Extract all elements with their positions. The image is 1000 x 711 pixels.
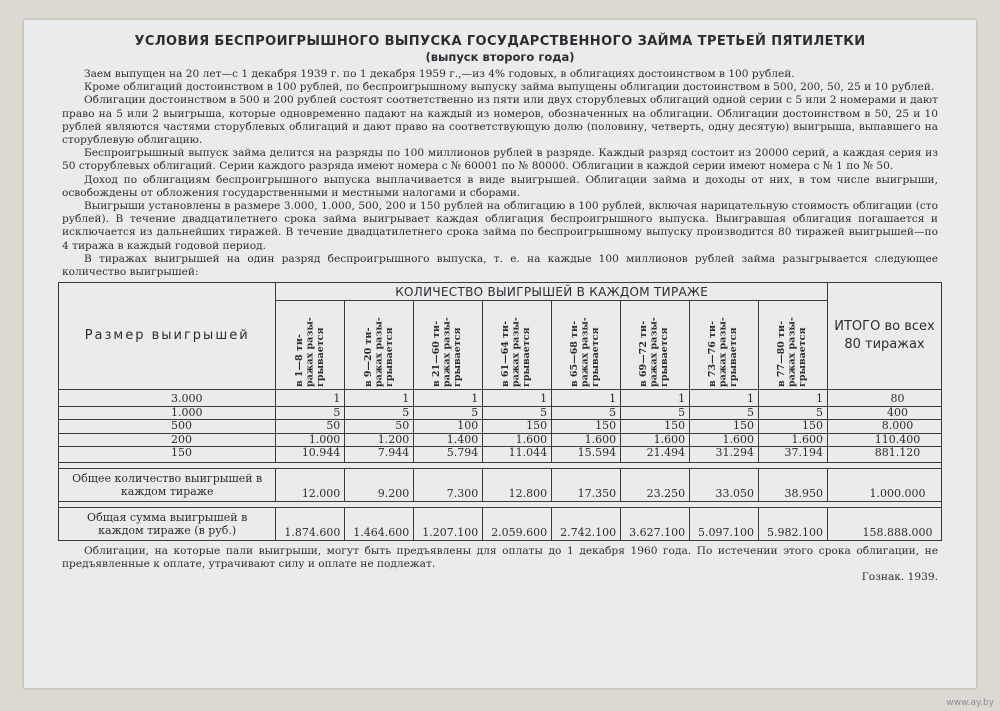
prize-count: 5 <box>276 406 345 420</box>
document-subtitle: (выпуск второго года) <box>425 50 575 64</box>
prize-count: 150 <box>483 420 552 434</box>
range-label: в 73—76 ти- ражах разы- грывается <box>707 317 740 388</box>
prize-count: 50 <box>345 420 414 434</box>
range-header-5 <box>621 301 690 390</box>
prize-size: 1.000 <box>59 406 276 420</box>
bond-content <box>62 34 938 584</box>
prize-count: 1 <box>414 390 483 407</box>
prize-count: 1.000 <box>276 433 345 447</box>
prize-count: 1.600 <box>759 433 828 447</box>
total-count-row-total: 1.000.000 <box>827 468 941 501</box>
prize-count: 1.600 <box>690 433 759 447</box>
range-header-2 <box>414 301 483 390</box>
prize-table-body <box>59 390 942 541</box>
prize-count: 5.794 <box>414 447 483 463</box>
document-title: УСЛОВИЯ БЕСПРОИГРЫШНОГО ВЫПУСКА ГОСУДАРСТВЕННОГО ЗАЙМА ТРЕТЬЕЙ ПЯТИЛЕТКИ <box>134 34 866 49</box>
prize-count: 15.594 <box>552 447 621 463</box>
prize-count: 5 <box>621 406 690 420</box>
total-sum-row-value: 1.207.100 <box>414 507 483 540</box>
prize-count: 5 <box>414 406 483 420</box>
table-row <box>59 406 942 420</box>
prize-count: 7.944 <box>345 447 414 463</box>
prize-total: 400 <box>827 406 941 420</box>
prize-count: 1.600 <box>621 433 690 447</box>
prize-count: 5 <box>345 406 414 420</box>
prize-count: 1.600 <box>552 433 621 447</box>
prize-size: 500 <box>59 420 276 434</box>
range-header-1 <box>345 301 414 390</box>
prize-count: 21.494 <box>621 447 690 463</box>
range-label: в 61—64 ти- ражах разы- грывается <box>500 317 533 388</box>
total-sum-row-value: 5.982.100 <box>759 507 828 540</box>
total-header: ИТОГО во всех 80 тиражах <box>827 283 941 390</box>
prize-total: 8.000 <box>827 420 941 434</box>
prize-count: 5 <box>759 406 828 420</box>
count-header: КОЛИЧЕСТВО ВЫИГРЫШЕЙ В КАЖДОМ ТИРАЖЕ <box>276 283 828 301</box>
total-count-row-value: 12.000 <box>276 468 345 501</box>
total-count-row-label: Общее количество выигрышей в каждом тираже <box>59 468 276 501</box>
bond-paper <box>24 20 976 688</box>
total-count-row-value: 17.350 <box>552 468 621 501</box>
prize-count: 1 <box>759 390 828 407</box>
prize-total: 881.120 <box>827 447 941 463</box>
prize-count: 1 <box>276 390 345 407</box>
total-sum-row-value: 1.874.600 <box>276 507 345 540</box>
prize-count: 150 <box>759 420 828 434</box>
prize-count: 50 <box>276 420 345 434</box>
range-header-4 <box>552 301 621 390</box>
total-sum-row-total: 158.888.000 <box>827 507 941 540</box>
total-count-row-value: 12.800 <box>483 468 552 501</box>
total-sum-row-value: 3.627.100 <box>621 507 690 540</box>
prize-count: 1 <box>690 390 759 407</box>
prize-count: 10.944 <box>276 447 345 463</box>
prize-total: 80 <box>827 390 941 407</box>
range-label: в 77—80 ти- ражах разы- грывается <box>776 317 809 388</box>
paragraph-income: Доход по облигациям беспроигрышного выпуска выплачивается в виде выигрышей. Облигации займа и доходы от них, в том числе выигрыши, освобождены от обложения государственными и местными налогами и сборами. <box>62 173 938 199</box>
prize-count: 1.400 <box>414 433 483 447</box>
prize-count: 1 <box>621 390 690 407</box>
prize-size: 150 <box>59 447 276 463</box>
paragraph-composite-bonds: Облигации достоинством в 500 и 200 рублей состоят соответственно из пяти или двух сторублевых облигаций одной серии с 5 или 2 номерами и дают право на 5 или 2 выигрыша, которые одновременно падают на каждый из номеров, обозначенных на облигации. Облигации достоинством в 50, 25 и 10 рублей являются частями сторублевых облигаций и дают право на соответствующую долю (половину, четверть, одну десятую) выигрыша, выпавшего на сторублевую облигацию. <box>62 94 938 147</box>
prize-total: 110.400 <box>827 433 941 447</box>
size-header: Размер выигрышей <box>59 283 276 390</box>
paragraph-term: Заем выпущен на 20 лет—с 1 декабря 1939 г. по 1 декабря 1959 г.,—из 4% годовых, в облигациях достоинством в 100 рублей. <box>84 68 795 80</box>
total-count-row-value: 23.250 <box>621 468 690 501</box>
paragraph-categories: Беспроигрышный выпуск займа делится на разряды по 100 миллионов рублей в разряде. Каждый разряд состоит из 20000 серий, а каждая серия из 50 сторублевых облигаций. Серии каждого разряда имеют номера с № 60001 по № 80000. Облигации в каждой серии имеют номера с № 1 по № 50. <box>62 147 938 173</box>
range-header-6 <box>690 301 759 390</box>
paragraph-denominations: Кроме облигаций достоинством в 100 рублей, по беспроигрышному выпуску займа выпущены облигации достоинством в 500, 200, 50, 25 и 10 рублей. <box>84 81 935 94</box>
prize-count: 1 <box>345 390 414 407</box>
table-row <box>59 433 942 447</box>
prize-count: 1 <box>552 390 621 407</box>
paragraph-table-intro: В тиражах выигрышей на один разряд беспроигрышного выпуска, т. е. на каждые 100 миллионов рублей займа разыгрывается следующее количество выигрышей: <box>62 252 938 279</box>
table-row <box>59 420 942 434</box>
prize-count: 1.200 <box>345 433 414 447</box>
total-count-row-value: 7.300 <box>414 468 483 501</box>
prize-count: 100 <box>414 420 483 434</box>
prize-count: 5 <box>552 406 621 420</box>
footer-note: Облигации, на которые пали выигрыши, могут быть предъявлены для оплаты до 1 декабря 1960 года. По истечении этого срока облигации, не предъявленные к оплате, утрачивают силу и оплате не подлежат. <box>62 544 938 570</box>
range-label: в 69—72 ти- ражах разы- грывается <box>638 317 671 388</box>
prize-count: 11.044 <box>483 447 552 463</box>
total-sum-row-value: 1.464.600 <box>345 507 414 540</box>
prize-count: 5 <box>483 406 552 420</box>
prize-count: 150 <box>621 420 690 434</box>
total-count-row-value: 38.950 <box>759 468 828 501</box>
total-sum-row-value: 2.742.100 <box>552 507 621 540</box>
total-sum-row <box>59 507 942 540</box>
total-sum-row-value: 2.059.600 <box>483 507 552 540</box>
total-count-row <box>59 468 942 501</box>
range-label: в 9—20 ти- ражах разы- грывается <box>362 317 395 388</box>
prize-count: 31.294 <box>690 447 759 463</box>
range-label: в 1—8 ти- ражах разы- грывается <box>293 317 326 388</box>
range-label: в 21—60 ти- ражах разы- грывается <box>431 317 464 388</box>
prize-table <box>58 282 942 541</box>
watermark: www.ay.by <box>946 698 994 708</box>
signature: Гознак. 1939. <box>861 571 938 584</box>
range-header-7 <box>759 301 828 390</box>
table-row <box>59 447 942 463</box>
table-row <box>59 390 942 407</box>
paragraph-prizes: Выигрыши установлены в размере 3.000, 1.000, 500, 200 и 150 рублей на облигацию в 100 рублей, включая нарицательную стоимость облигации (сто рублей). В течение двадцатилетнего срока займа выигрывает каждая облигация беспроигрышного выпуска. Выигравшая облигация погашается и исключается из дальнейших тиражей. В течение двадцатилетнего срока займа по беспроигрышному выпуску производится 80 тиражей выигрышей—по 4 тиража в каждый годовой период. <box>62 200 938 252</box>
total-sum-row-label: Общая сумма выигрышей в каждом тираже (в руб.) <box>59 507 276 540</box>
prize-count: 37.194 <box>759 447 828 463</box>
prize-count: 150 <box>690 420 759 434</box>
prize-size: 200 <box>59 433 276 447</box>
prize-count: 5 <box>690 406 759 420</box>
total-count-row-value: 9.200 <box>345 468 414 501</box>
prize-count: 1 <box>483 390 552 407</box>
range-header-0 <box>276 301 345 390</box>
prize-count: 1.600 <box>483 433 552 447</box>
range-label: в 65—68 ти- ражах разы- грывается <box>569 317 602 388</box>
prize-size: 3.000 <box>59 390 276 407</box>
total-sum-row-value: 5.097.100 <box>690 507 759 540</box>
prize-count: 150 <box>552 420 621 434</box>
range-header-3 <box>483 301 552 390</box>
total-count-row-value: 33.050 <box>690 468 759 501</box>
